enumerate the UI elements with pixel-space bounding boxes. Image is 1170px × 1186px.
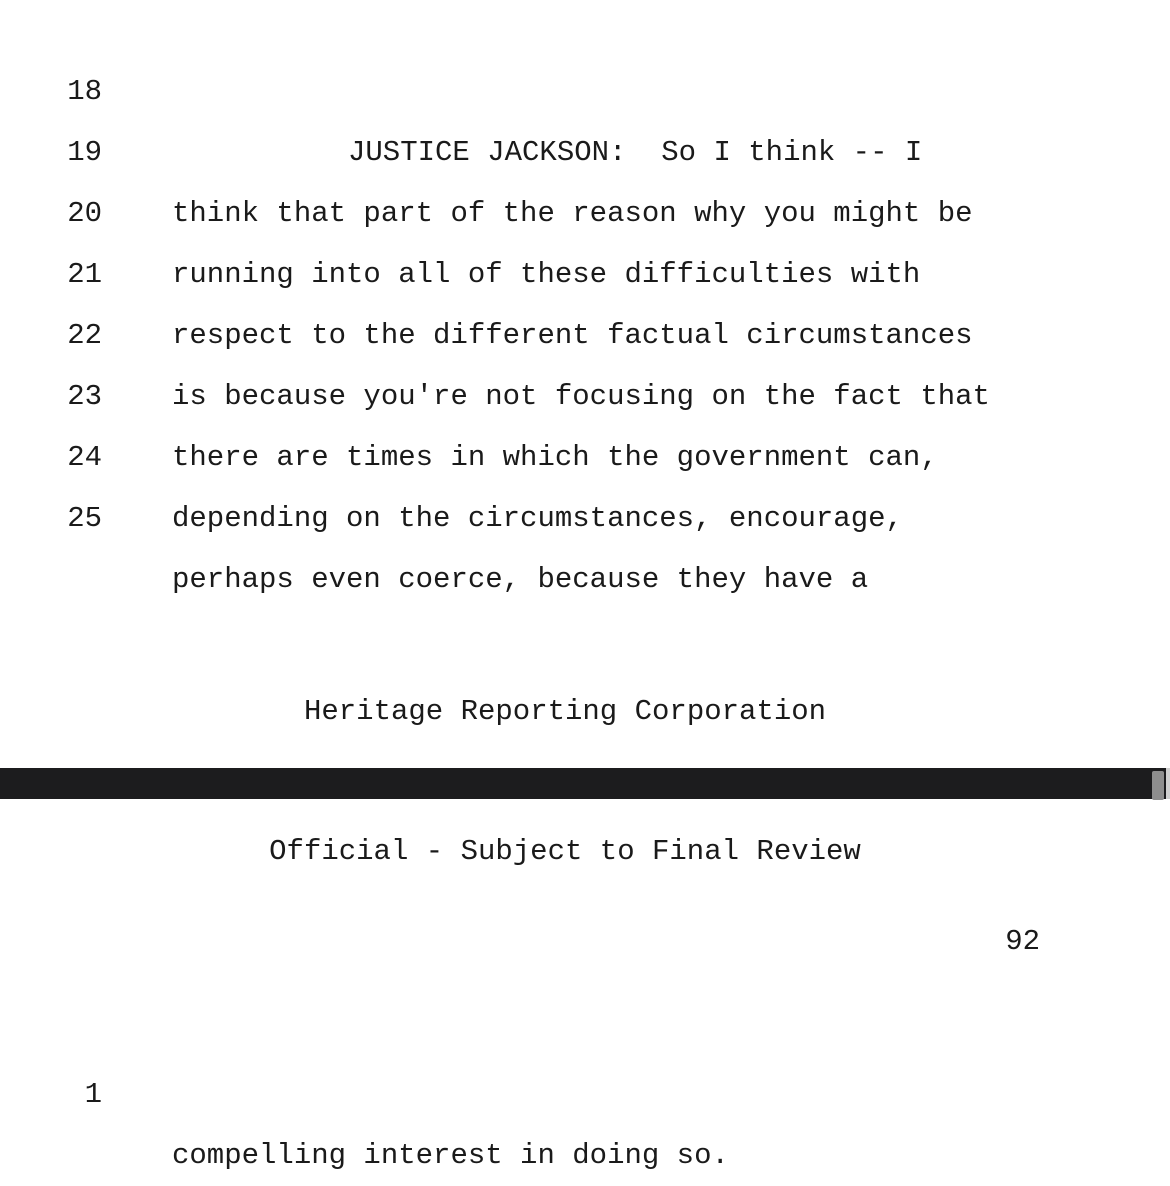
page-footer: Heritage Reporting Corporation <box>303 695 827 728</box>
line-number: 21 <box>67 258 102 291</box>
line-number: 24 <box>67 441 102 474</box>
line-text: compelling interest in doing so. <box>172 1139 729 1172</box>
line-text: running into all of these difficulties with <box>172 258 921 291</box>
line-number: 23 <box>67 380 102 413</box>
line-text: there are times in which the government can, <box>172 441 938 474</box>
line-number: 22 <box>67 319 102 352</box>
line-number: 18 <box>67 75 102 108</box>
line-number: 19 <box>67 136 102 169</box>
page-separator <box>0 768 1170 799</box>
transcript-line <box>0 1003 1170 1172</box>
line-text: JUSTICE JACKSON: So I think -- I <box>348 136 923 169</box>
line-text: perhaps even coerce, because they have a <box>172 563 869 596</box>
scrollbar-track[interactable] <box>1166 768 1170 799</box>
line-number: 25 <box>67 502 102 535</box>
line-number: 1 <box>84 1078 102 1111</box>
scrollbar-thumb[interactable] <box>1152 771 1164 800</box>
line-text: depending on the circumstances, encourage, <box>172 502 903 535</box>
line-text: respect to the different factual circumstances <box>172 319 973 352</box>
line-text: is because you're not focusing on the fact that <box>172 380 990 413</box>
line-text: think that part of the reason why you might be <box>172 197 973 230</box>
page-header: Official - Subject to Final Review <box>269 835 861 868</box>
line-number: 20 <box>67 197 102 230</box>
page-number: 92 <box>1005 925 1040 958</box>
